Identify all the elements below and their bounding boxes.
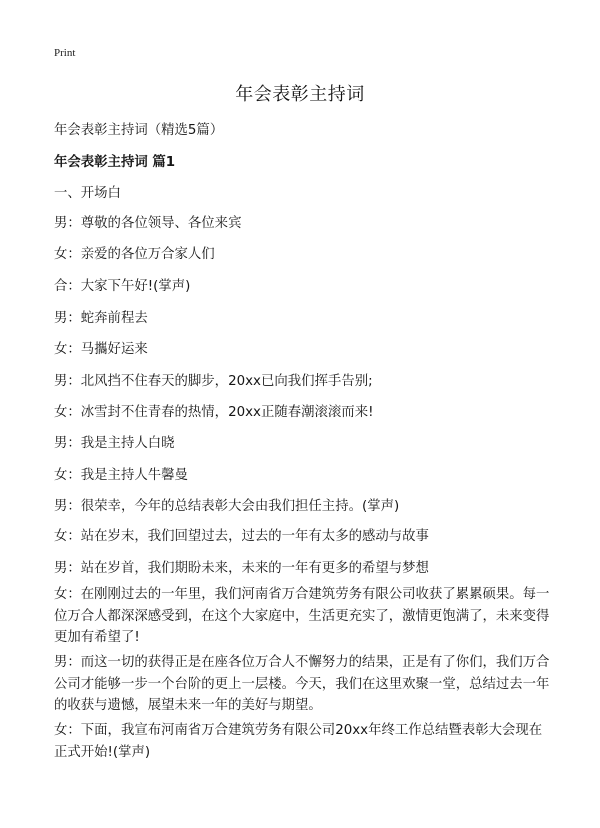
section-heading: 年会表彰主持词 篇1	[54, 155, 176, 170]
script-line: 男：北风挡不住春天的脚步，20xx已向我们挥手告别;	[54, 374, 373, 389]
script-line: 女：站在岁末，我们回望过去，过去的一年有太多的感动与故事	[54, 529, 429, 544]
script-line: 女：马攜好运来	[54, 342, 148, 357]
script-line: 男：尊敬的各位领导、各位来宾	[54, 216, 242, 231]
script-line: 女：冰雪封不住青春的热情，20xx正随春潮滚滚而来!	[54, 405, 374, 420]
script-paragraph: 女：下面，我宣布河南省万合建筑劳务有限公司20xx年终工作总结暨表彰大会现在正式开始!(掌声)	[54, 723, 543, 760]
script-paragraph: 男：而这一切的获得正是在座各位万合人不懈努力的结果，正是有了你们，我们万合公司才能够一步一个台阶的更上一层楼。今天，我们在这里欢聚一堂，总结过去一年的收获与遗憾，展望未来一年的美好与期望。	[54, 655, 550, 713]
script-line: 女：亲爱的各位万合家人们	[54, 247, 215, 262]
document-title: 年会表彰主持词	[235, 84, 365, 105]
script-line: 女：我是主持人牛馨曼	[54, 468, 188, 483]
script-paragraph: 女：在刚刚过去的一年里，我们河南省万合建筑劳务有限公司收获了累累硕果。每一位万合人都深深感受到，在这个大家庭中，生活更充实了，激情更饱满了，未来变得更加有希望了!	[54, 587, 550, 645]
script-line: 合：大家下午好!(掌声)	[54, 279, 191, 294]
script-line: 一、开场白	[54, 186, 121, 201]
script-line: 男：我是主持人白晓	[54, 436, 175, 451]
document-subtitle: 年会表彰主持词（精选5篇）	[54, 123, 224, 138]
script-line: 男：很荣幸，今年的总结表彰大会由我们担任主持。(掌声)	[54, 499, 400, 514]
script-line: 男：站在岁首，我们期盼未来，未来的一年有更多的希望与梦想	[54, 561, 429, 576]
script-line: 男：蛇奔前程去	[54, 311, 148, 326]
print-label: Print	[54, 47, 76, 59]
